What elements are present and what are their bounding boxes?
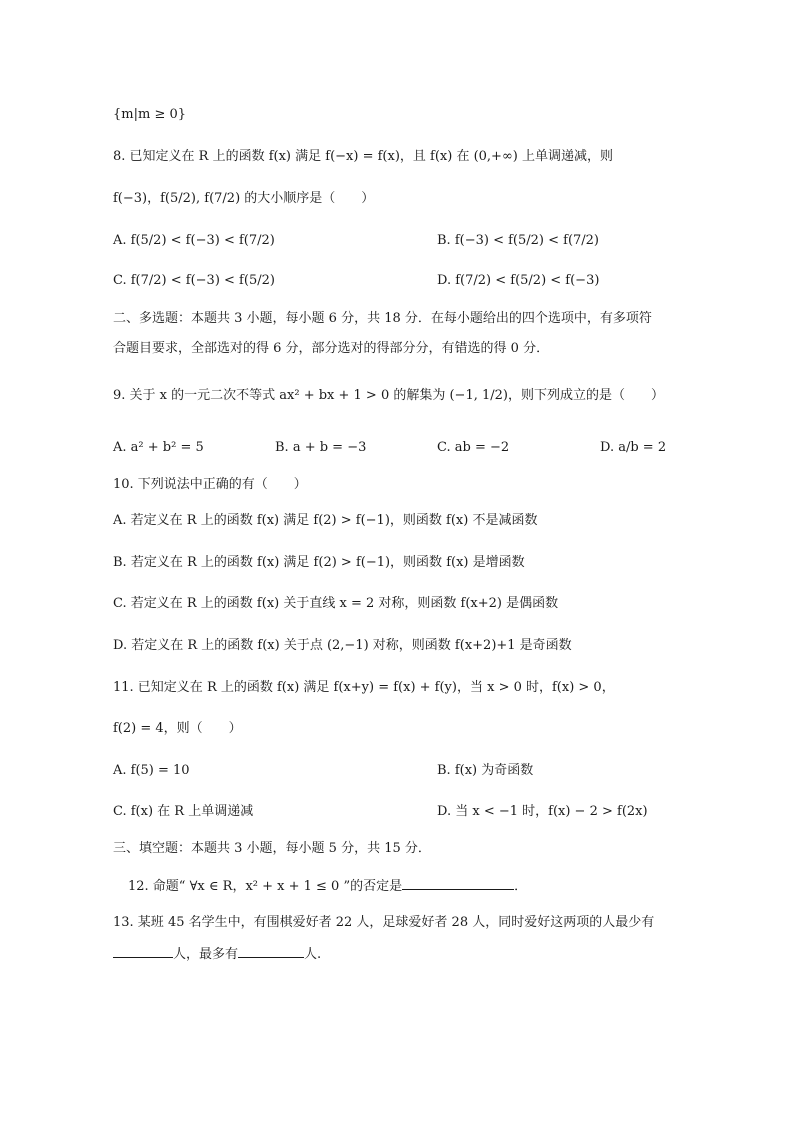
question-13-line-1: 13. 某班 45 名学生中，有围棋爱好者 22 人，足球爱好者 28 人，同时爱好这两项的人最少有 [113, 915, 655, 930]
question-8-line-2: f(−3)，f(5/2), f(7/2) 的大小顺序是（ ） [113, 191, 375, 206]
question-12-text: 12. 命题“ ∀x ∈ R，x² + x + 1 ≤ 0 ”的否定是 [128, 879, 403, 894]
question-8-option-d: D. f(7/2) < f(5/2) < f(−3) [437, 273, 600, 288]
section-3-heading: 三、填空题：本题共 3 小题，每小题 5 分，共 15 分． [113, 841, 431, 856]
question-9-option-c: C. ab = −2 [437, 440, 510, 455]
question-13-max-blank[interactable] [238, 943, 304, 958]
question-12-end: ． [514, 879, 528, 894]
question-11-option-b: B. f(x) 为奇函数 [437, 763, 534, 778]
question-10: 10. 下列说法中正确的有（ ） [113, 477, 307, 492]
section-2-line-1: 二、多选题：本题共 3 小题，每小题 6 分，共 18 分．在每小题给出的四个选项中，有多项符 [113, 311, 652, 326]
section-2-line-2: 合题目要求，全部选对的得 6 分，部分选对的得部分分，有错选的得 0 分． [113, 341, 550, 356]
question-12 [128, 875, 527, 898]
question-8-option-b: B. f(−3) < f(5/2) < f(7/2) [437, 233, 600, 248]
prev-answer-set: {m|m ≥ 0} [113, 107, 187, 122]
question-12-answer-blank[interactable] [402, 875, 514, 890]
question-11-line-2: f(2) = 4，则（ ） [113, 721, 242, 736]
question-8-option-a: A. f(5/2) < f(−3) < f(7/2) [113, 233, 275, 248]
question-10-option-d: D. 若定义在 R 上的函数 f(x) 关于点 (2,−1) 对称，则函数 f(x+2)+1 是奇函数 [113, 638, 572, 653]
question-13-min-blank[interactable] [113, 943, 173, 958]
question-8-line-1: 8. 已知定义在 R 上的函数 f(x) 满足 f(−x) = f(x)，且 f(x) 在 (0,+∞) 上单调递减，则 [113, 149, 613, 164]
question-10-option-c: C. 若定义在 R 上的函数 f(x) 关于直线 x = 2 对称，则函数 f(x+2) 是偶函数 [113, 596, 559, 611]
question-8-option-c: C. f(7/2) < f(−3) < f(5/2) [113, 273, 275, 288]
question-9-option-b: B. a + b = −3 [275, 440, 367, 455]
question-9: 9. 关于 x 的一元二次不等式 ax² + bx + 1 > 0 的解集为 (−1, 1/2)，则下列成立的是（ ） [113, 388, 664, 403]
question-11-option-a: A. f(5) = 10 [113, 763, 190, 778]
question-10-option-a: A. 若定义在 R 上的函数 f(x) 满足 f(2) > f(−1)，则函数 f(x) 不是减函数 [113, 513, 538, 528]
question-11-option-c: C. f(x) 在 R 上单调递减 [113, 804, 254, 819]
question-9-option-d: D. a/b = 2 [600, 440, 667, 455]
question-11-option-d: D. 当 x < −1 时，f(x) − 2 > f(2x) [437, 804, 648, 819]
question-11-line-1: 11. 已知定义在 R 上的函数 f(x) 满足 f(x+y) = f(x) + f(y)，当 x > 0 时，f(x) > 0， [113, 680, 615, 695]
question-13-mid-text: 人，最多有 [173, 947, 239, 962]
question-13-line-2 [113, 943, 321, 966]
question-13-end-text: 人. [304, 947, 322, 962]
question-9-option-a: A. a² + b² = 5 [113, 440, 204, 455]
question-10-option-b: B. 若定义在 R 上的函数 f(x) 满足 f(2) > f(−1)，则函数 f(x) 是增函数 [113, 555, 525, 570]
